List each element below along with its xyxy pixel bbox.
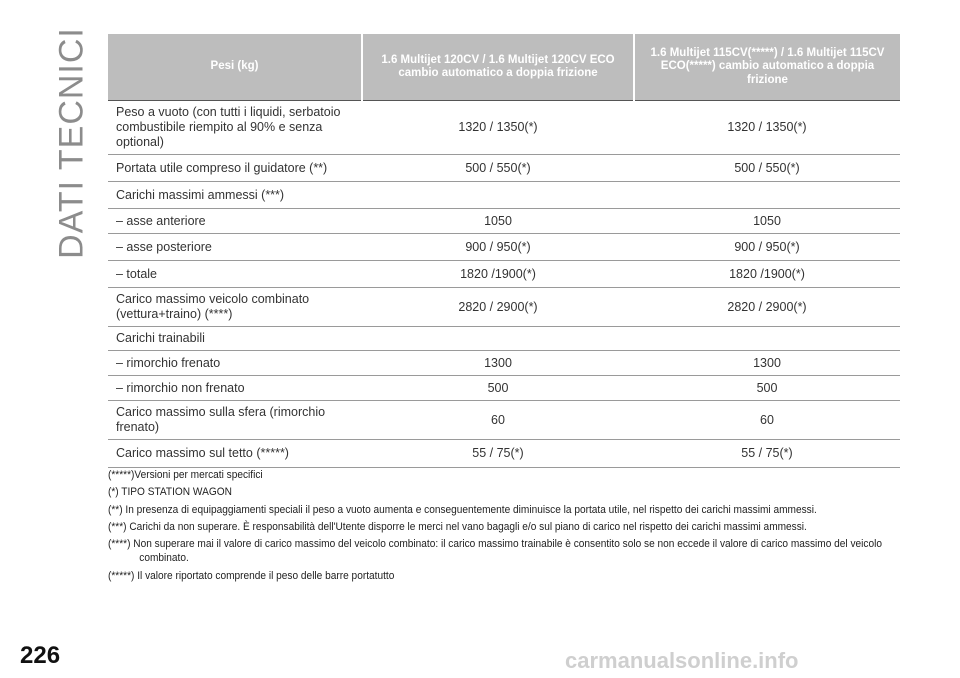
table-row bbox=[108, 261, 900, 288]
value-120cv: 1300 bbox=[362, 351, 634, 376]
value-120cv: 1050 bbox=[362, 209, 634, 234]
weights-table bbox=[108, 34, 900, 468]
footnotes bbox=[108, 468, 908, 586]
value-120cv: 1320 / 1350(*) bbox=[362, 101, 634, 155]
table-row bbox=[108, 155, 900, 182]
value-120cv: 55 / 75(*) bbox=[362, 440, 634, 468]
row-label: Carichi trainabili bbox=[108, 327, 362, 351]
footnote: (***) Carichi da non superare. È responsabilità dell'Utente disporre le merci nel vano bagagli e/o sul piano di carico nel rispetto dei carichi massimi ammessi. bbox=[108, 520, 807, 533]
value-120cv bbox=[362, 182, 634, 209]
value-115cv: 1320 / 1350(*) bbox=[634, 101, 900, 155]
footnote: (*) TIPO STATION WAGON bbox=[108, 486, 232, 499]
row-label: – asse anteriore bbox=[108, 209, 362, 234]
value-115cv: 55 / 75(*) bbox=[634, 440, 900, 468]
footnote: (****) Non superare mai il valore di carico massimo del veicolo combinato: il carico massimo trainabile è consentito solo se non eccede il valore di carico massimo del veicolo combinato. bbox=[108, 538, 882, 565]
table-row bbox=[108, 182, 900, 209]
header-engine-115cv: 1.6 Multijet 115CV(*****) / 1.6 Multijet 115CV ECO(*****) cambio automatico a doppia frizione bbox=[634, 34, 900, 101]
row-label: – asse posteriore bbox=[108, 234, 362, 261]
table-row bbox=[108, 234, 900, 261]
value-120cv: 500 bbox=[362, 376, 634, 401]
table-row bbox=[108, 440, 900, 468]
value-115cv: 1820 /1900(*) bbox=[634, 261, 900, 288]
value-120cv: 60 bbox=[362, 401, 634, 440]
page-number: 226 bbox=[20, 642, 61, 669]
table-row bbox=[108, 327, 900, 351]
table-row bbox=[108, 351, 900, 376]
section-title bbox=[52, 27, 92, 259]
value-120cv: 2820 / 2900(*) bbox=[362, 288, 634, 327]
value-115cv: 1050 bbox=[634, 209, 900, 234]
table-row bbox=[108, 288, 900, 327]
footnote: (*****)Versioni per mercati specifici bbox=[108, 469, 263, 481]
section-title-text: DATI TECNICI bbox=[52, 27, 91, 259]
row-label: – rimorchio non frenato bbox=[108, 376, 362, 401]
row-label: Carichi massimi ammessi (***) bbox=[108, 182, 362, 209]
value-115cv: 2820 / 2900(*) bbox=[634, 288, 900, 327]
value-115cv: 500 / 550(*) bbox=[634, 155, 900, 182]
table-header-row bbox=[108, 34, 900, 101]
value-120cv: 500 / 550(*) bbox=[362, 155, 634, 182]
table-row bbox=[108, 209, 900, 234]
value-115cv: 900 / 950(*) bbox=[634, 234, 900, 261]
row-label: Carico massimo veicolo combinato (vettura+traino) (****) bbox=[108, 288, 362, 327]
table-row bbox=[108, 101, 900, 155]
value-120cv bbox=[362, 327, 634, 351]
value-115cv: 500 bbox=[634, 376, 900, 401]
value-120cv: 1820 /1900(*) bbox=[362, 261, 634, 288]
row-label: – totale bbox=[108, 261, 362, 288]
table-row bbox=[108, 401, 900, 440]
value-115cv: 1300 bbox=[634, 351, 900, 376]
value-120cv: 900 / 950(*) bbox=[362, 234, 634, 261]
header-weights: Pesi (kg) bbox=[108, 34, 362, 101]
row-label: Portata utile compreso il guidatore (**) bbox=[108, 155, 362, 182]
watermark: carmanualsonline.info bbox=[565, 648, 799, 673]
row-label: – rimorchio frenato bbox=[108, 351, 362, 376]
row-label: Peso a vuoto (con tutti i liquidi, serbatoio combustibile riempito al 90% e senza optional) bbox=[108, 101, 362, 155]
value-115cv bbox=[634, 327, 900, 351]
table-row bbox=[108, 376, 900, 401]
footnote: (*****) Il valore riportato comprende il peso delle barre portatutto bbox=[108, 569, 395, 582]
value-115cv: 60 bbox=[634, 401, 900, 440]
row-label: Carico massimo sulla sfera (rimorchio frenato) bbox=[108, 401, 362, 440]
row-label: Carico massimo sul tetto (*****) bbox=[108, 440, 362, 468]
header-engine-120cv: 1.6 Multijet 120CV / 1.6 Multijet 120CV ECO cambio automatico a doppia frizione bbox=[362, 34, 634, 101]
value-115cv bbox=[634, 182, 900, 209]
footnote: (**) In presenza di equipaggiamenti speciali il peso a vuoto aumenta e conseguentemente diminuisce la portata utile, nel rispetto dei carichi massimi ammessi. bbox=[108, 503, 817, 516]
